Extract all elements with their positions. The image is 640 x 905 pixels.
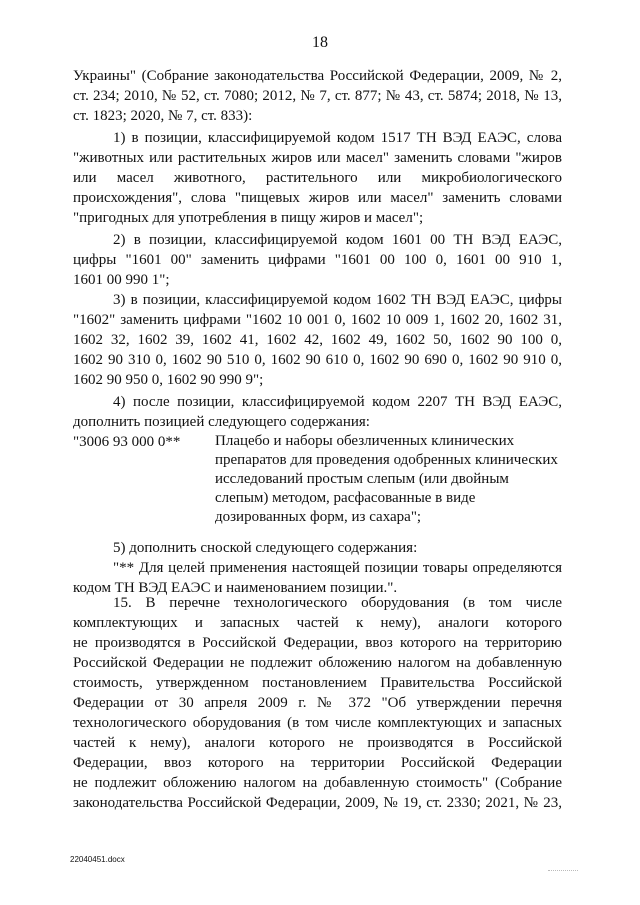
text-line: "1602" заменить цифрами "1602 10 001 0, 1602 10 009 1, 1602 20, 1602 31, — [73, 312, 562, 328]
new-position-code: "3006 93 000 0** — [73, 434, 181, 450]
text-line: 1602 90 950 0, 1602 90 990 9"; — [73, 372, 264, 388]
text-line: 2) в позиции, классифицируемой кодом 1601 00 ТН ВЭД ЕАЭС, — [113, 232, 562, 248]
text-line: 4) после позиции, классифицируемой кодом 2207 ТН ВЭД ЕАЭС, — [113, 394, 562, 410]
item-5-paragraph — [73, 538, 562, 598]
text-line: ст. 1823; 2020, № 7, ст. 833): — [73, 108, 253, 124]
text-line: "животных или растительных жиров или масел" заменить словами "жиров — [73, 150, 562, 166]
text-line: Плацебо и наборы обезличенных клинических — [215, 433, 515, 449]
text-line: технологического оборудования (в том числе комплектующих и запасных — [73, 715, 562, 731]
text-line: комплектующих и запасных частей к нему), аналоги которого — [73, 615, 562, 631]
text-line: 15. В перечне технологического оборудования (в том числе — [113, 595, 562, 611]
item-3-paragraph — [73, 290, 562, 390]
text-line: ст. 234; 2010, № 52, ст. 7080; 2012, № 7, ст. 877; № 43, ст. 5874; 2018, № 13, — [73, 88, 562, 104]
text-line: Федерации от 30 апреля 2009 г. № 372 "Об утверждении перечня — [73, 695, 562, 711]
text-line: 1601 00 990 1"; — [73, 272, 170, 288]
item-1-paragraph — [73, 128, 562, 228]
new-position-description — [215, 432, 565, 527]
text-line: Украины" (Собрание законодательства Российской Федерации, 2009, № 2, — [73, 68, 562, 84]
text-line: кодом ТН ВЭД ЕАЭС и наименованием позиции.". — [73, 580, 398, 596]
text-line: дополнить позицией следующего содержания: — [73, 414, 370, 430]
text-line: не подлежит обложению налогом на добавленную стоимость" (Собрание — [73, 775, 562, 791]
text-line: законодательства Российской Федерации, 2009, № 19, ст. 2330; 2021, № 23, — [73, 795, 562, 811]
page-number: 18 — [312, 34, 328, 51]
text-line: 1602 32, 1602 39, 1602 41, 1602 42, 1602 49, 1602 50, 1602 90 100 0, — [73, 332, 562, 348]
text-line: дозированных форм, из сахара"; — [215, 509, 422, 525]
text-line: исследований простым слепым (или двойным — [215, 471, 509, 487]
text-line: стоимость, утвержденном постановлением Правительства Российской — [73, 675, 562, 691]
text-line: слепым) методом, расфасованные в виде — [215, 490, 476, 506]
text-line: 1602 90 310 0, 1602 90 510 0, 1602 90 610 0, 1602 90 690 0, 1602 90 910 0, — [73, 352, 562, 368]
item-4-paragraph — [73, 392, 562, 432]
intro-paragraph — [73, 66, 562, 126]
text-line: частей к нему), аналоги которого не производятся в Российской — [73, 735, 562, 751]
text-line: "пригодных для употребления в пищу жиров и масел"; — [73, 210, 424, 226]
text-line: происхождения", слова "пищевых жиров или масел" заменить словами — [73, 190, 562, 206]
text-line: цифры "1601 00" заменить цифрами "1601 00 100 0, 1601 00 910 1, — [73, 252, 562, 268]
text-line: или масел животного, растительного или микробиологического — [73, 170, 562, 186]
item-2-paragraph — [73, 230, 562, 290]
text-line: 1) в позиции, классифицируемой кодом 1517 ТН ВЭД ЕАЭС, слова — [113, 130, 562, 146]
text-line: препаратов для проведения одобренных клинических — [215, 452, 558, 468]
text-line: 5) дополнить сноской следующего содержания: — [113, 540, 418, 556]
page-corner-mark — [548, 870, 578, 872]
document-filename: 22040451.docx — [70, 855, 125, 864]
text-line: Федерации, ввоз которого на территории Российской Федерации — [73, 755, 562, 771]
text-line: Российской Федерации не подлежит обложению налогом на добавленную — [73, 655, 562, 671]
text-line: 3) в позиции, классифицируемой кодом 1602 ТН ВЭД ЕАЭС, цифры — [113, 292, 562, 308]
text-line: не производятся в Российской Федерации, ввоз которого на территорию — [73, 635, 562, 651]
text-line: "** Для целей применения настоящей позиции товары определяются — [113, 560, 562, 576]
item-15-paragraph — [73, 593, 562, 813]
